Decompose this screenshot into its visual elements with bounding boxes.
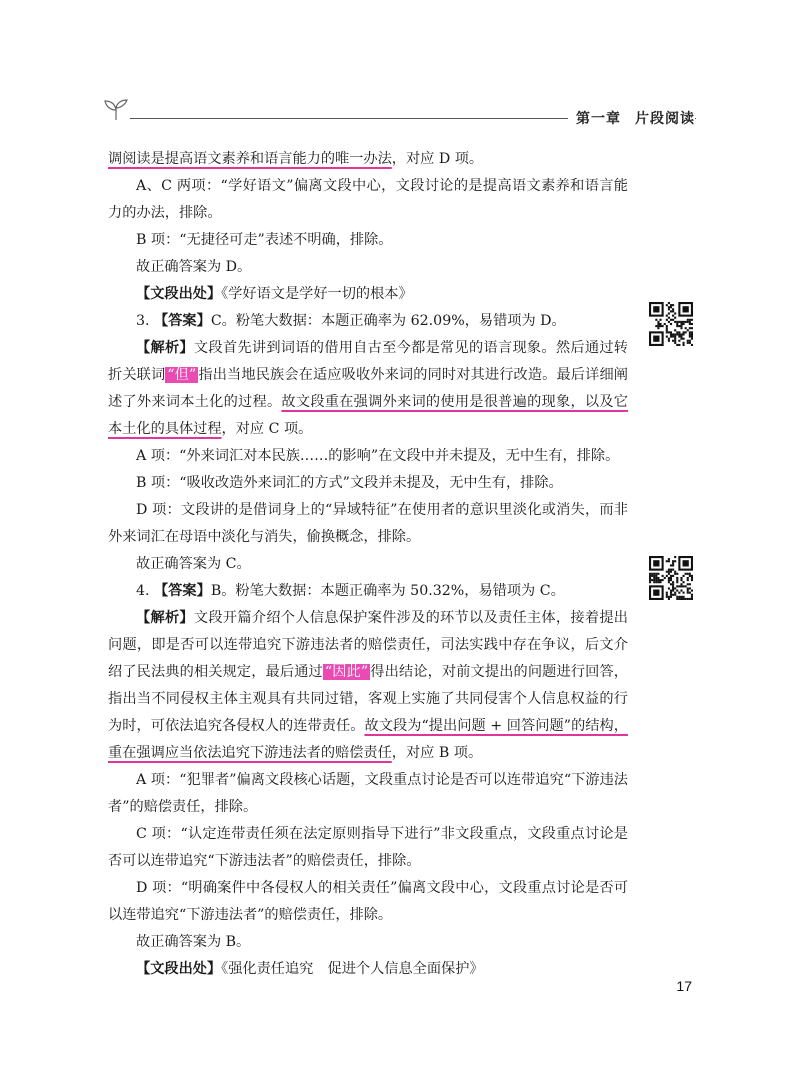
text-run: ，对应 B 项。 <box>391 745 483 761</box>
text-run: 《强化责任追究 促进个人信息全面保护》 <box>221 961 484 977</box>
underlined-text: 调阅读是提高语文素养和语言能力的唯一办法 <box>108 151 392 167</box>
text-run: 得出结论，对前文提出的问题进行回答，指出当不同侵权主体主观具有共同过错，客观上实施了共同侵害个人信息权益的行为时，可依法追究各侵权人的连带责任。 <box>108 664 628 734</box>
header-rule <box>130 118 562 119</box>
text-run: 指出当地民族会在适应吸收外来词的同时对其进行改造。最后详细阐述了外来词本土化的过程。 <box>108 367 628 410</box>
text-run: 故正确答案为 C。 <box>136 556 251 572</box>
text-run: 故正确答案为 D。 <box>136 259 252 275</box>
bracket-label: 【解析】 <box>136 340 194 356</box>
paragraph <box>108 308 628 335</box>
paragraph <box>108 146 628 173</box>
text-run: 故正确答案为 B。 <box>136 934 251 950</box>
page-number: 17 <box>676 978 692 994</box>
underlined-text: 故文段重在强调外来词的使用是很普遍的现象，以及它本土化的具体过程 <box>108 394 628 437</box>
paragraph <box>108 173 628 227</box>
paragraph <box>108 551 628 578</box>
body-text <box>108 146 628 983</box>
paragraph <box>108 875 628 929</box>
leaf-icon <box>100 98 132 122</box>
paragraph <box>108 605 628 767</box>
text-run: 文段首先讲到词语的借用自古至今都是常见的语言现象。然后通过转折关联词 <box>108 340 628 383</box>
bracket-label: 【文段出处】 <box>136 286 222 302</box>
paragraph <box>108 767 628 821</box>
text-run: C。粉笔大数据：本题正确率为 62.09%，易错项为 D。 <box>210 313 566 329</box>
paragraph <box>108 281 628 308</box>
qr-code-icon[interactable] <box>649 556 693 600</box>
text-run: B。粉笔大数据：本题正确率为 50.32%，易错项为 C。 <box>210 583 565 599</box>
highlighted-keyword: “但” <box>167 367 197 383</box>
paragraph <box>108 929 628 956</box>
paragraph <box>108 443 628 470</box>
text-run: 文段开篇介绍个人信息保护案件涉及的环节以及责任主体，接着提出问题，即是否可以连带追究下游违法者的赔偿责任，司法实践中存在争议，后文介绍了民法典的相关规定，最后通过 <box>108 610 628 680</box>
paragraph <box>108 227 628 254</box>
qr-code-icon[interactable] <box>649 302 693 346</box>
text-run: A 项：“外来词汇对本民族……的影响”在文段中并未提及，无中生有，排除。 <box>136 448 620 464</box>
paragraph <box>108 821 628 875</box>
bracket-label: 【答案】 <box>154 583 211 599</box>
paragraph <box>108 470 628 497</box>
paragraph <box>108 956 628 983</box>
highlighted-keyword: “因此” <box>324 664 369 680</box>
text-run: A、C 两项：“学好语文”偏离文段中心，文段讨论的是提高语文素养和语言能力的办法，排除。 <box>108 178 628 221</box>
paragraph <box>108 497 628 551</box>
text-run: D 项：“明确案件中各侵权人的相关责任”偏离文段中心，文段重点讨论是否可以连带追究“下游违法者”的赔偿责任，排除。 <box>108 880 628 923</box>
text-run: B 项：“吸收改造外来词汇的方式”文段并未提及，无中生有，排除。 <box>136 475 563 491</box>
bracket-label: 【解析】 <box>136 610 194 626</box>
chapter-title: 第一章 <box>576 111 621 127</box>
chapter-heading <box>568 108 695 128</box>
text-run: ，对应 D 项。 <box>391 151 484 167</box>
section-title: 片段阅读 <box>635 111 695 127</box>
text-run: 《学好语文是学好一切的根本》 <box>221 286 413 302</box>
text-run: ，对应 C 项。 <box>221 421 313 437</box>
bracket-label: 【文段出处】 <box>136 961 222 977</box>
paragraph <box>108 335 628 443</box>
text-run: D 项：文段讲的是借词身上的“异域特征”在使用者的意识里淡化或消失，而非外来词汇在母语中淡化与消失，偷换概念，排除。 <box>108 502 628 545</box>
text-run: 3. <box>136 313 155 329</box>
text-run: B 项：“无捷径可走”表述不明确，排除。 <box>136 232 393 248</box>
underlined-text: 故文段为“提出问题 + 回答问题”的结构，重在强调应当依法追究下游违法者的赔偿责任 <box>108 718 628 761</box>
text-run: A 项：“犯罪者”偏离文段核心话题，文段重点讨论是否可以连带追究“下游违法者”的赔偿责任，排除。 <box>108 772 628 815</box>
paragraph <box>108 254 628 281</box>
text-run: C 项：“认定连带责任须在法定原则指导下进行”非文段重点，文段重点讨论是否可以连带追究“下游违法者”的赔偿责任，排除。 <box>108 826 628 869</box>
bracket-label: 【答案】 <box>154 313 211 329</box>
paragraph <box>108 578 628 605</box>
text-run: 4. <box>136 583 155 599</box>
